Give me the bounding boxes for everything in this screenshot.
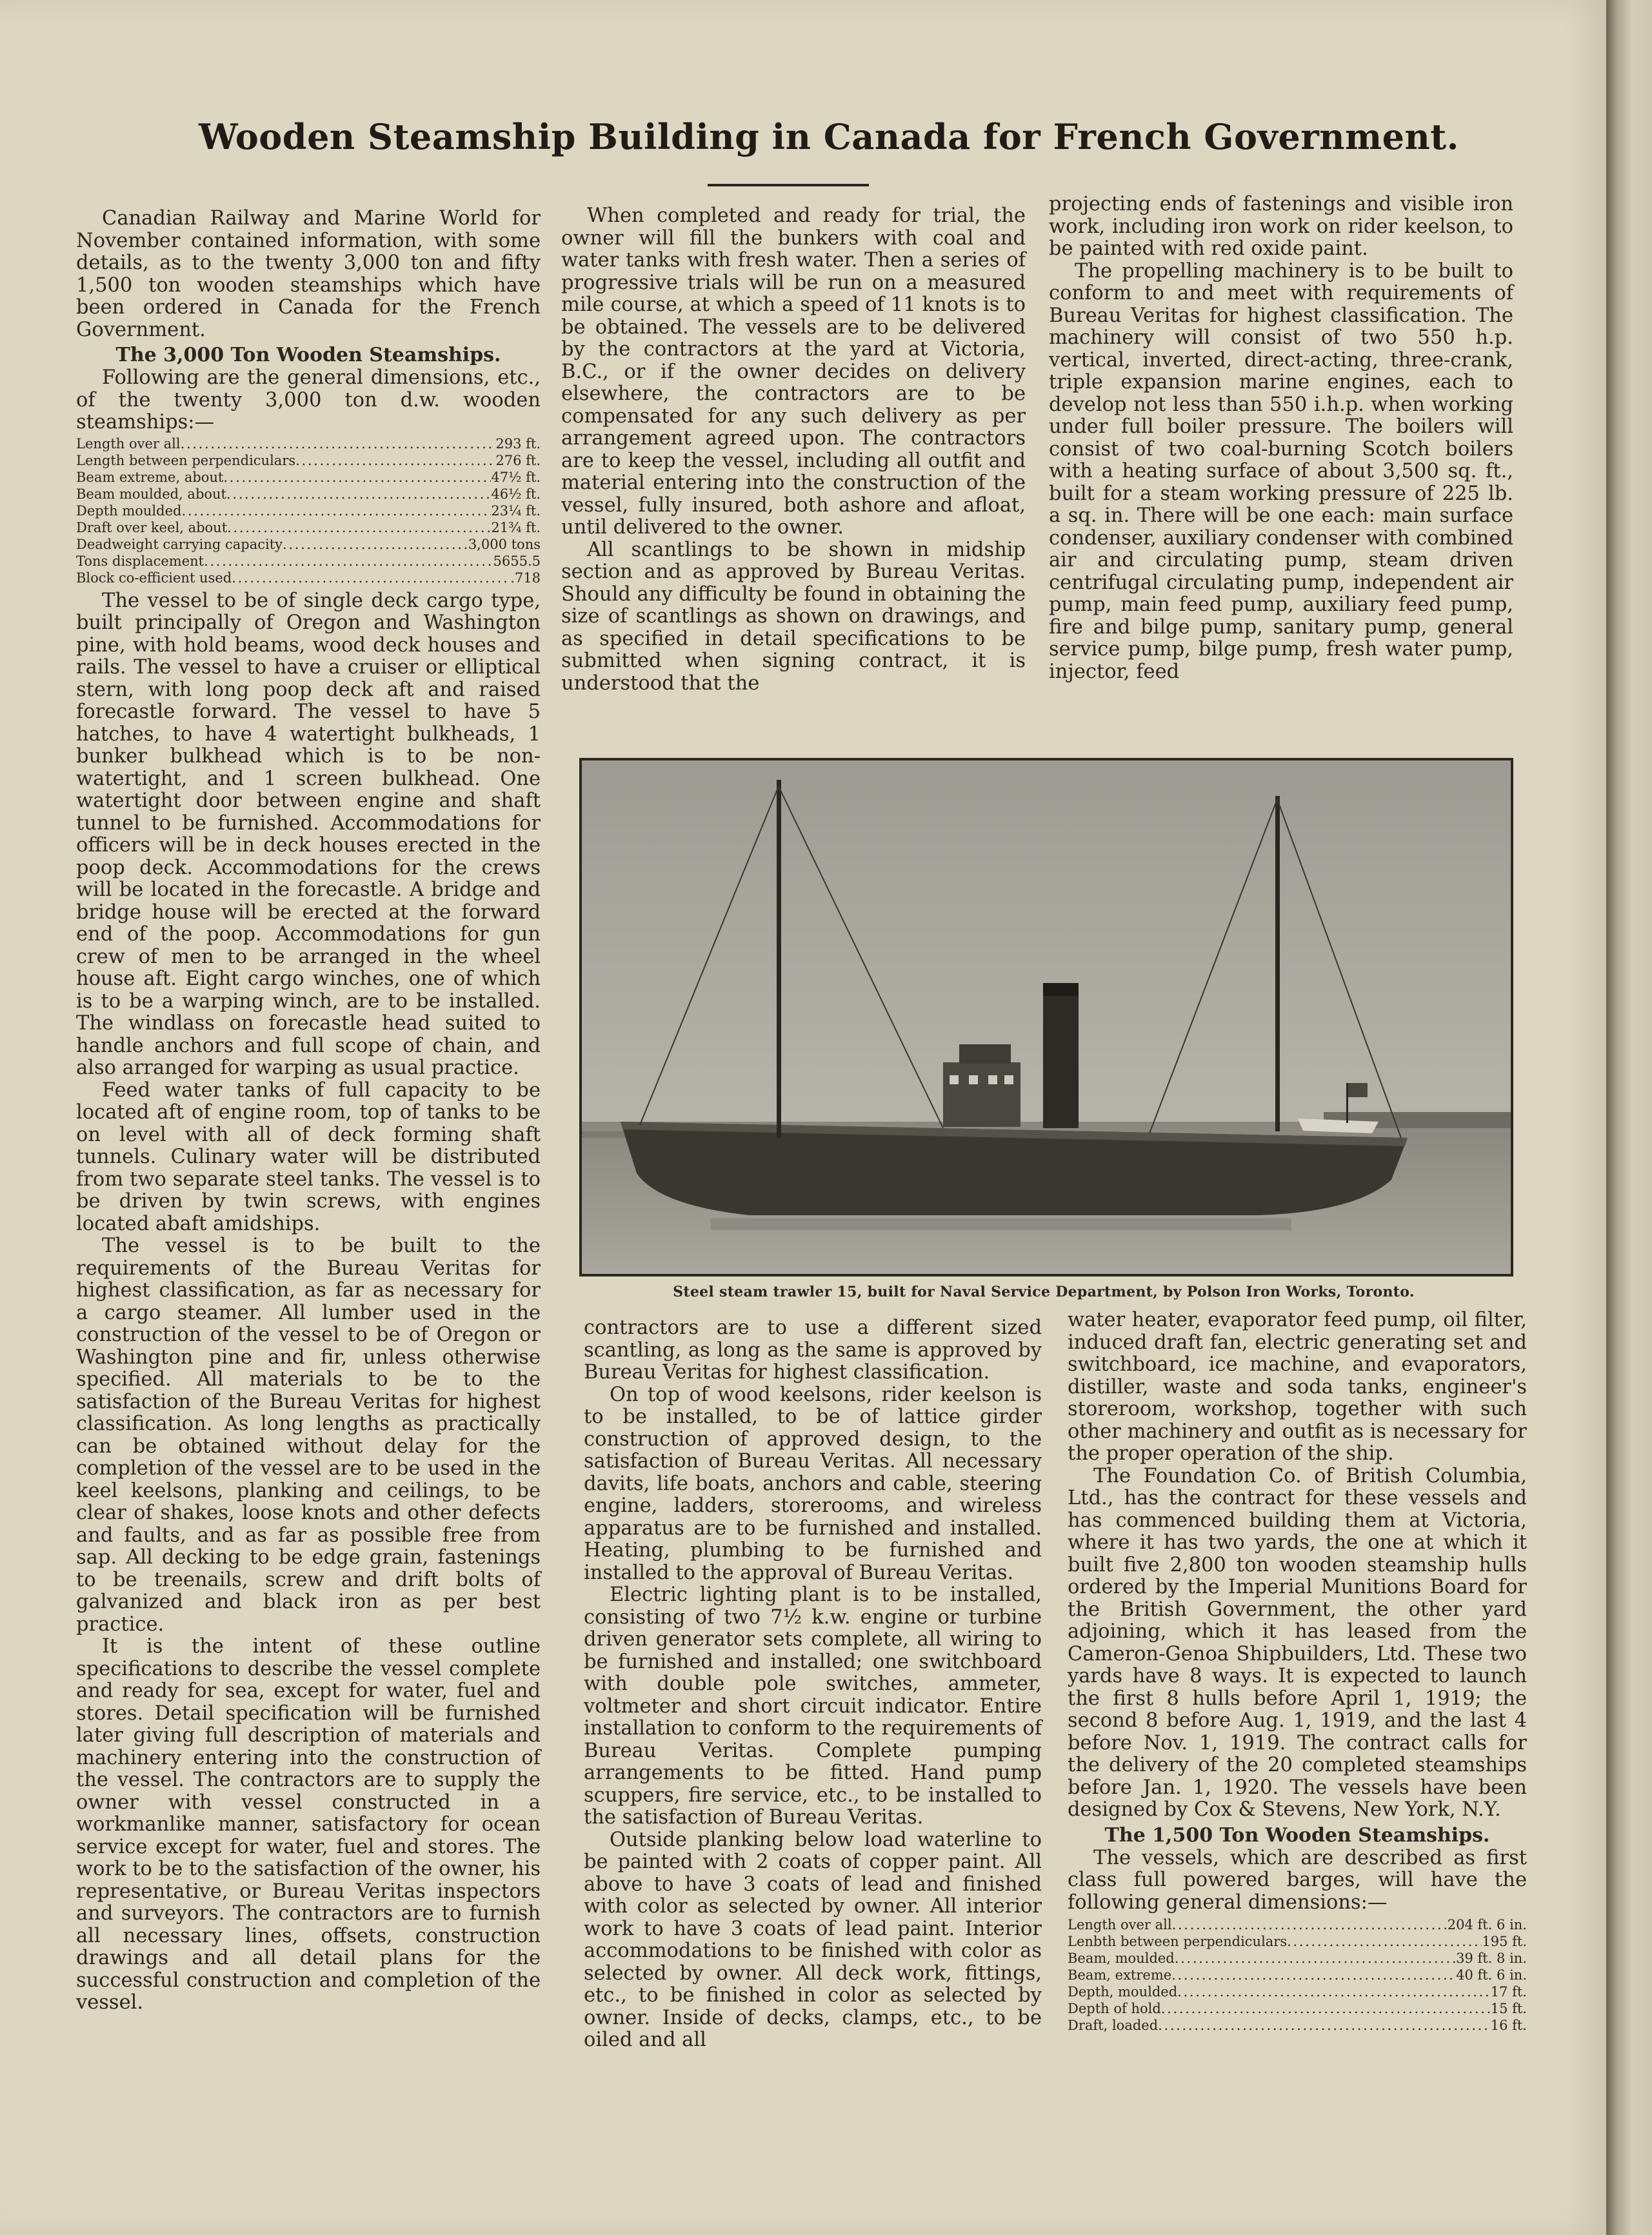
dimensions-table-1500-ton bbox=[1068, 1916, 1527, 2034]
dimension-row: Depth, moulded . . . 17 ft. bbox=[1068, 1983, 1527, 2000]
dimension-row: Draft, loaded . . . 16 ft. bbox=[1068, 2017, 1527, 2034]
body-paragraph: The vessel is to be built to the requirements of the Bureau Veritas for highest classification, as far as necessary for a cargo steamer. All lumber used in the construction of the vessel to be of Oregon or Washington pine and fir, unless otherwise specified. All materials to be to the satisfaction of the Bureau Veritas for highest classification. As long lengths as practically can be obtained without delay for the completion of the vessel are to be used in the keel keelsons, planking and ceilings, to be clear of shakes, loose knots and other defects and faults, and as far as possible free from sap. All decking to be edge grain, fastenings to be treenails, screw and drift bolts of galvanized and black iron as per best practice. bbox=[76, 1235, 541, 1636]
body-paragraph: The vessel to be of single deck cargo type, built principally of Oregon and Washington pine, with hold beams, wood deck houses and rails. The vessel to have a cruiser or elliptical stern, with long poop deck aft and raised forecastle forward. The vessel to have 5 hatches, to have 4 watertight bulkheads, 1 bunker bulkhead which is to be non-watertight, and 1 screen bulkhead. One watertight door between engine and shaft tunnel to be furnished. Accommodations for officers will be in deck houses erected in the poop deck. Accommodations for the crews will be located in the forecastle. A bridge and bridge house will be erected at the forward end of the poop. Accommodations for gun crew of men to be arranged in the wheel house aft. Eight cargo winches, one of which is to be a warping winch, are to be installed. The windlass on forecastle head suited to handle anchors and full scope of chain, and also arranged for warping as usual practice. bbox=[76, 589, 541, 1079]
body-paragraph: All scantlings to be shown in midship section and as approved by Bureau Veritas. Should any difficulty be found in obtaining the size of scantlings as shown on drawings, and as specified in detail specifications to be submitted when signing contract, it is understood that the bbox=[561, 538, 1026, 695]
dimension-row: Draft over keel, about . . . 21¾ ft. bbox=[76, 519, 541, 536]
dimension-row: Length over all . . . 293 ft. bbox=[76, 435, 541, 452]
dimension-row: Beam moulded, about . . . 46½ ft. bbox=[76, 486, 541, 502]
body-paragraph: On top of wood keelsons, rider keelson is to be installed, to be of lattice girder construction of approved design, to the satisfaction of Bureau Veritas. All necessary davits, life boats, anchors and cable, steering engine, ladders, storerooms, and wireless apparatus are to be furnished and installed. Heating, plumbing to be furnished and installed to the approval of Bureau Veritas. bbox=[584, 1383, 1042, 1584]
column-2-top bbox=[561, 205, 1026, 695]
dimension-row: Block co-efficient used . . . .718 bbox=[76, 570, 541, 586]
section-heading-3000-ton: The 3,000 Ton Wooden Steamships. bbox=[115, 344, 501, 366]
column-1 bbox=[76, 208, 541, 2014]
dimensions-table-3000-ton bbox=[76, 435, 541, 586]
body-paragraph: projecting ends of fastenings and visible iron work, including iron work on rider keelson, to be painted with red oxide paint. bbox=[1049, 193, 1513, 260]
steam-trawler-photo bbox=[579, 758, 1513, 1276]
dimensions-intro: Following are the general dimensions, etc., of the twenty 3,000 ton d.w. wooden steamships:— bbox=[76, 366, 541, 433]
body-paragraph: Feed water tanks of full capacity to be located aft of engine room, top of tanks to be on level with all of deck forming shaft tunnels. Culinary water will be distributed from two separate steel tanks. The vessel is to be driven by twin screws, with engines located abaft amidships. bbox=[76, 1078, 541, 1235]
dimension-row: Beam, extreme . . . 40 ft. 6 in. bbox=[1068, 1967, 1527, 1983]
title-rule bbox=[708, 184, 869, 186]
body-paragraph: Outside planking below load waterline to be painted with 2 coats of copper paint. All above to have 3 coats of lead and finished with color as selected by owner. All interior work to have 3 coats of lead paint. Interior accommodations to be finished with color as selected by owner. All deck work, fittings, etc., to be finished in color as selected by owner. Inside of decks, clamps, etc., to be oiled and all bbox=[584, 1828, 1042, 2051]
dimension-row: Deadweight carrying capacity . . . 3,000 tons bbox=[76, 536, 541, 553]
photo-caption: Steel steam trawler 15, built for Naval Service Department, by Polson Iron Works, Toronto. bbox=[673, 1284, 1415, 1300]
body-paragraph: The propelling machinery is to be built to conform to and meet with requirements of Bureau Veritas for highest classification. The machinery will consist of two 550 h.p. vertical, inverted, direct-acting, three-crank, triple expansion marine engines, each to develop not less than 550 i.h.p. when working under full boiler pressure. The boilers will consist of two coal-burning Scotch boilers with a heating surface of about 3,500 sq. ft., built for a steam working pressure of 225 lb. a sq. in. There will be one each: main surface condenser, auxiliary condenser with combined air and circulating pump, steam driven centrifugal circulating pump, independent air pump, main feed pump, auxiliary feed pump, fire and bilge pump, sanitary pump, general service pump, bilge pump, fresh water pump, injector, feed bbox=[1049, 259, 1513, 683]
body-paragraph: Electric lighting plant is to be installed, consisting of two 7½ k.w. engine or turbine driven generator sets complete, all wiring to be furnished and installed; one switchboard with double pole switches, ammeter, voltmeter and short circuit indicator. Entire installation to conform to the requirements of Bureau Veritas. Complete pumping arrangements to be fitted. Hand pump scuppers, fire service, etc., to be installed to the satisfaction of Bureau Veritas. bbox=[584, 1584, 1042, 1829]
dimension-row: Depth of hold . . . 15 ft. bbox=[1068, 2000, 1527, 2017]
dimension-row: Length over all . . . 204 ft. 6 in. bbox=[1068, 1916, 1527, 1933]
steam-trawler-illustration bbox=[582, 760, 1511, 1274]
dimension-row: Beam, moulded . . . 39 ft. 8 in. bbox=[1068, 1950, 1527, 1967]
dimension-row: Tons displacement . . . 5655.5 bbox=[76, 553, 541, 570]
body-paragraph: It is the intent of these outline specifications to describe the vessel complete and ready for sea, except for water, fuel and stores. Detail specification will be furnished later giving full description of materials and machinery entering into the construction of the vessel. The contractors are to supply the owner with vessel constructed in a workmanlike manner, satisfactory for ocean service except for water, fuel and stores. The work to be to the satisfaction of the owner, his representative, or Bureau Veritas inspectors and surveyors. The contractors are to furnish all necessary lines, offsets, construction drawings and all detail plans for the successful construction and completion of the vessel. bbox=[76, 1635, 541, 2014]
dimension-row: Depth moulded . . . 23¼ ft. bbox=[76, 502, 541, 519]
body-paragraph: water heater, evaporator feed pump, oil filter, induced draft fan, electric generating set and switchboard, ice machine, and evaporators, distiller, waste and soda tanks, engineer's storeroom, workshop, together with such other machinery and outfit as is necessary for the proper operation of the ship. bbox=[1068, 1309, 1527, 1465]
body-paragraph: When completed and ready for trial, the owner will fill the bunkers with coal and water tanks with fresh water. Then a series of progressive trials will be run on a measured mile course, at which a speed of 11 knots is to be obtained. The vessels are to be delivered by the contractors at the yard at Victoria, B.C., or if the owner decides on delivery elsewhere, the contractors are to be compensated for any such delivery as per arrangement agreed upon. The contractors are to keep the vessel, including all outfit and material entering into the construction of the vessel, fully insured, both ashore and afloat, until delivered to the owner. bbox=[561, 204, 1026, 539]
section-heading-1500-ton: The 1,500 Ton Wooden Steamships. bbox=[1104, 1823, 1490, 1847]
body-paragraph: The vessels, which are described as first class full powered barges, will have the following general dimensions:— bbox=[1068, 1846, 1527, 1914]
dimension-row: Lenbth between perpendiculars . . . 195 ft. bbox=[1068, 1933, 1527, 1950]
body-paragraph: contractors are to use a different sized scantling, as long as the same is approved by Bureau Veritas for highest classification. bbox=[584, 1316, 1042, 1384]
intro-paragraph: Canadian Railway and Marine World for November contained information, with some details, as to the twenty 3,000 ton and fifty 1,500 ton wooden steamships which have been ordered in Canada for the French Government. bbox=[76, 207, 541, 341]
dimension-row: Beam extreme, about . . . 47½ ft. bbox=[76, 469, 541, 486]
column-3-top bbox=[1049, 194, 1513, 683]
column-2-bottom bbox=[584, 1317, 1042, 2052]
page-title: Wooden Steamship Building in Canada for French Government. bbox=[199, 116, 1459, 157]
page-binding-gutter bbox=[1606, 0, 1652, 2235]
column-3-bottom bbox=[1068, 1309, 1527, 2034]
body-paragraph: The Foundation Co. of British Columbia, Ltd., has the contract for these vessels and has commenced building them at Victoria, where it has two yards, the one at which it built five 2,800 ton wooden steamship hulls ordered by the Imperial Munitions Board for the British Government, the other yard adjoining, which it has leased from the Cameron-Genoa Shipbuilders, Ltd. These two yards have 8 ways. It is expected to launch the first 8 hulls before April 1, 1919; the second 8 before Aug. 1, 1919, and the last 4 before Nov. 1, 1919. The contract calls for the delivery of the 20 completed steamships before Jan. 1, 1920. The vessels have been designed by Cox & Stevens, New York, N.Y. bbox=[1068, 1464, 1527, 1821]
dimension-row: Length between perpendiculars . . . 276 ft. bbox=[76, 452, 541, 469]
